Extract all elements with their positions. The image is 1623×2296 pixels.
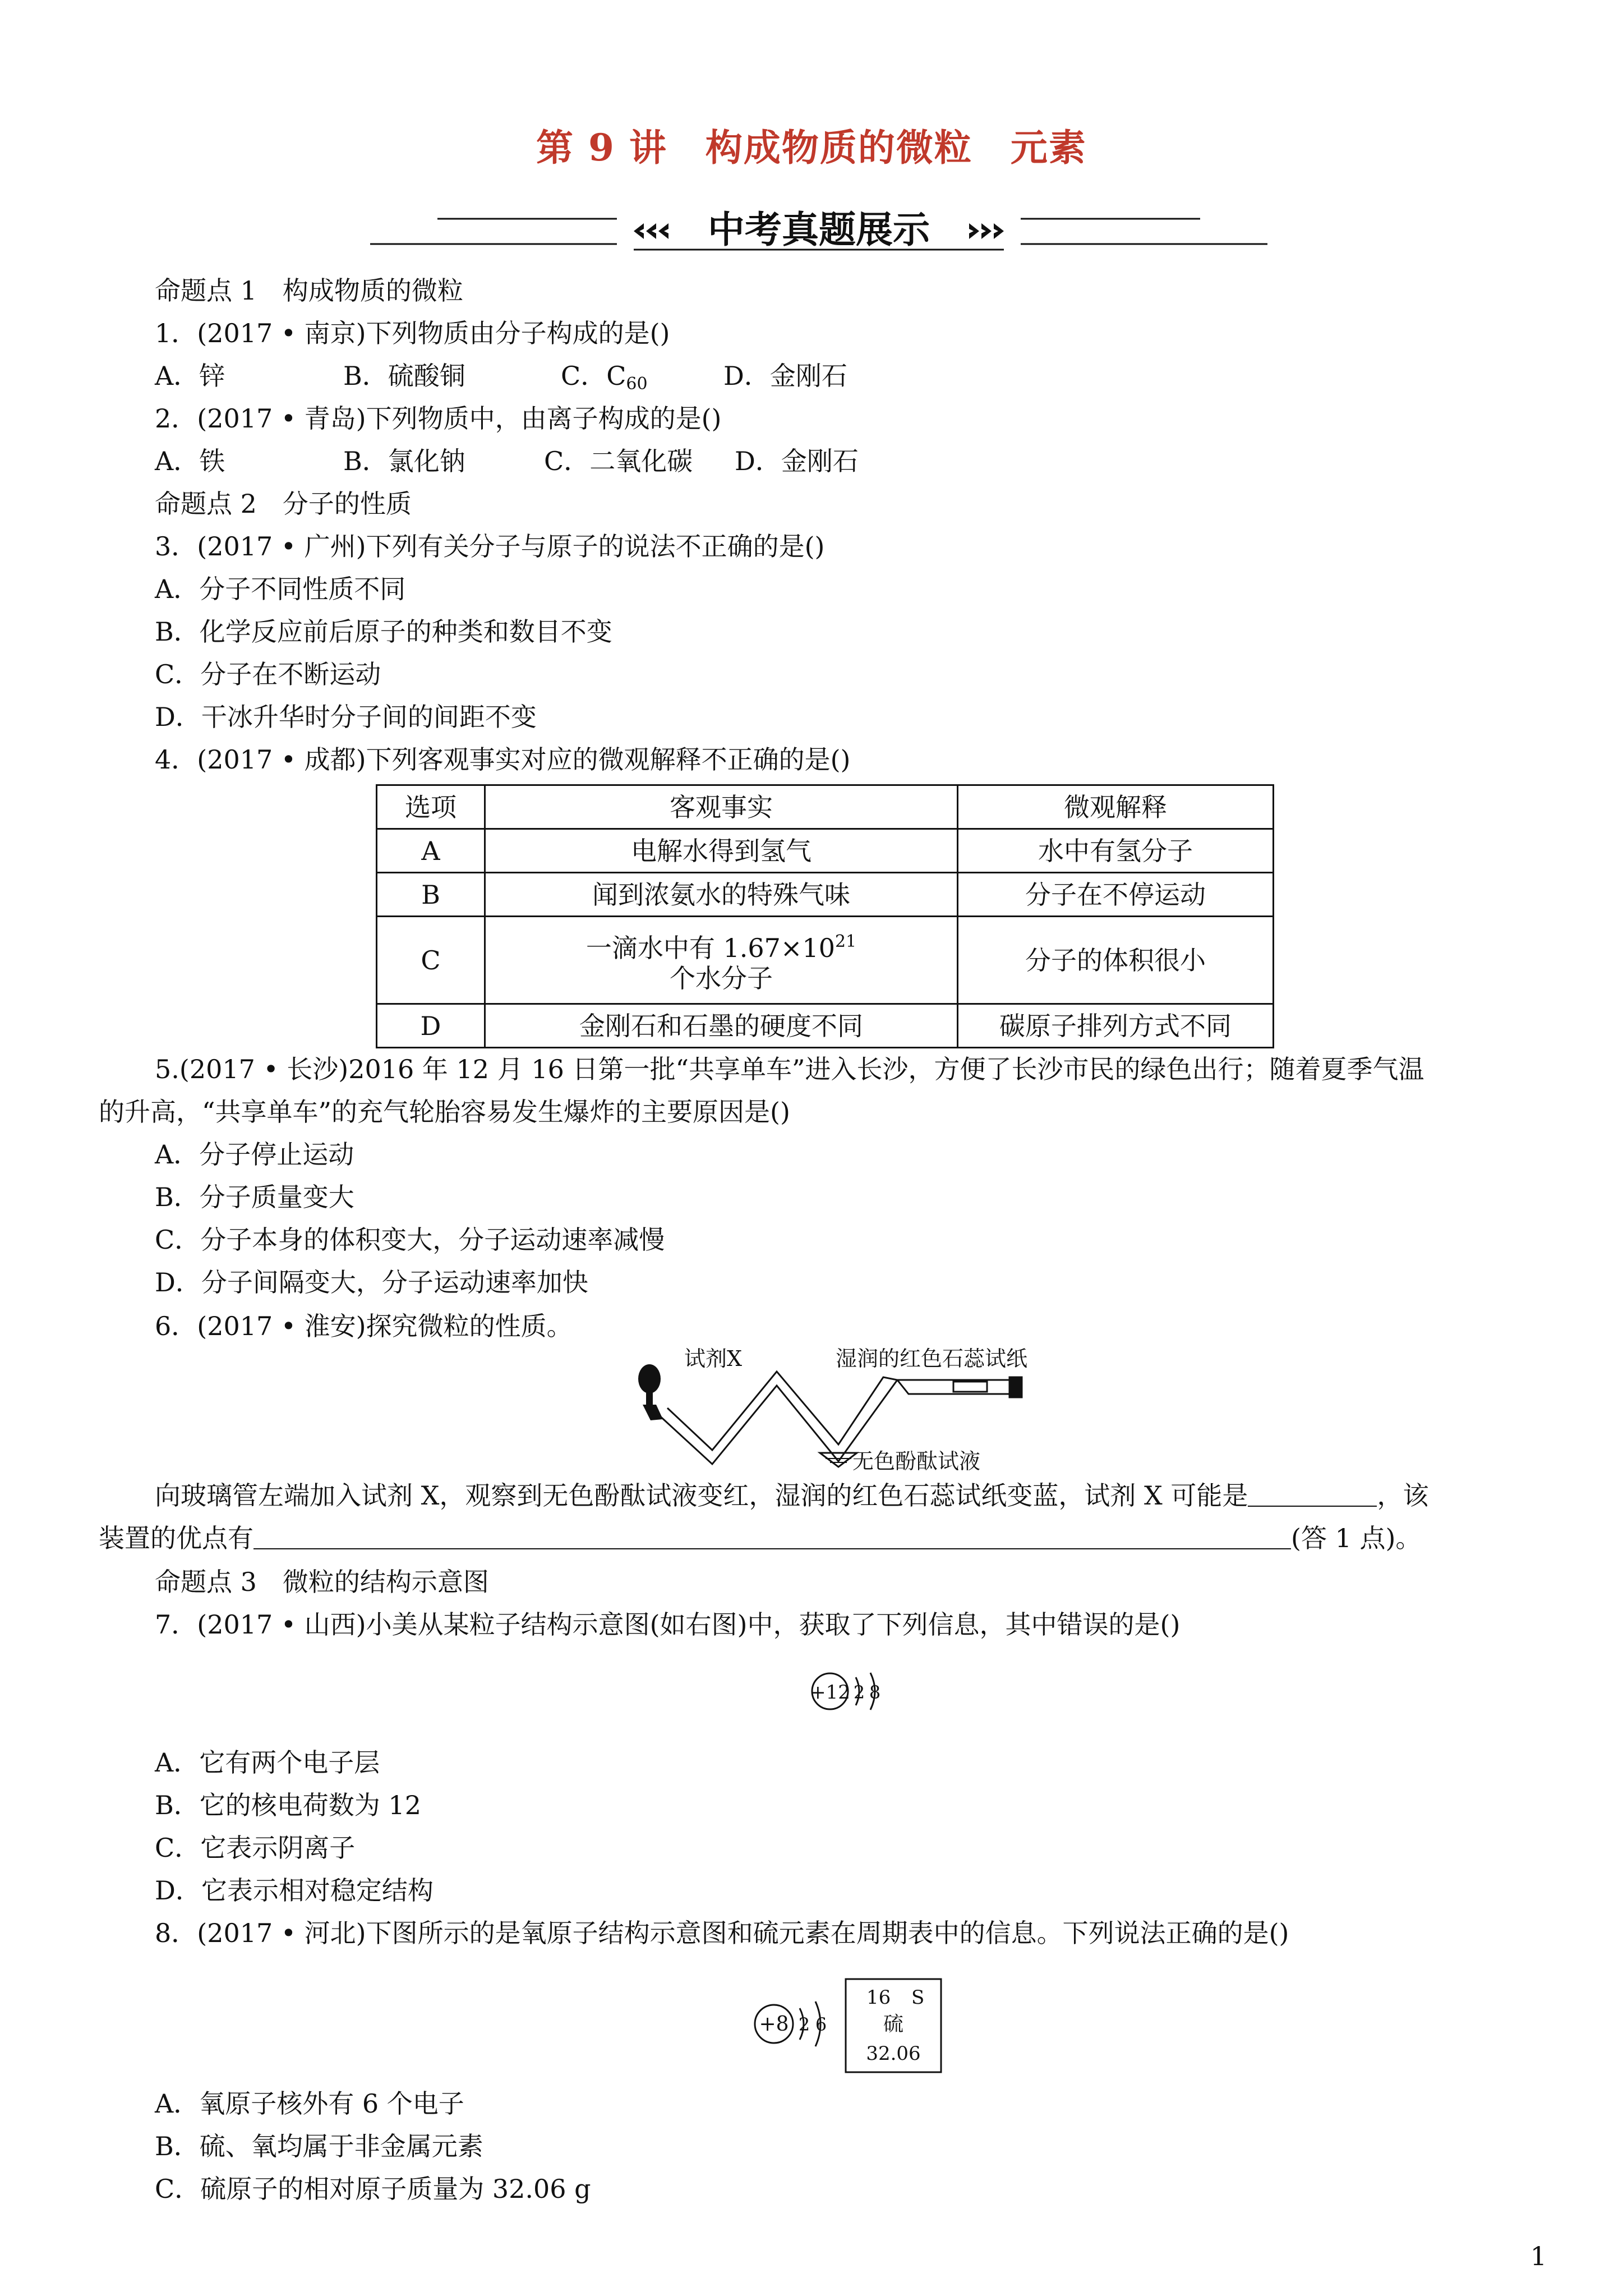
page-number: 1 [1530,2241,1547,2271]
table-header-cell: 微观解释 [958,785,1274,829]
table-cell: C [377,917,485,1004]
fig-label-phenol: 无色酚酞试液 [852,1449,981,1474]
banner-text: 中考真题展示 [708,208,930,251]
q3-option-d: D．干冰升华时分子间的间距不变 [155,702,537,732]
q2-option-d: D．金刚石 [735,446,859,476]
oxygen-atom-diagram [755,2001,827,2046]
table-cell: 碳原子排列方式不同 [958,1004,1274,1048]
q1-stem: 1．(2017 • 南京)下列物质由分子构成的是() [155,318,670,348]
q5-option-c: C．分子本身的体积变大，分子运动速率减慢 [155,1225,665,1255]
left-chevrons-icon [634,223,668,239]
q6-text-line-2: 装置的优点有 (答 1 点)。 [99,1523,1422,1553]
table-cell: 金刚石和石墨的硬度不同 [485,1004,958,1048]
table-cell: B [377,873,485,917]
q5-option-b: B．分子质量变大 [155,1182,354,1212]
q8-option-c: C．硫原子的相对原子质量为 32.06 g [155,2174,591,2204]
table-cell: 一滴水中有 $1.67\times 10^{21}$ 个水分子 [485,917,958,1004]
fig-label-litmus: 湿润的红色石蕊试纸 [836,1346,1028,1371]
q7-stem: 7．(2017 • 山西)小美从某粒子结构示意图(如右图)中，获取了下列信息，其中错误的是() [155,1609,1181,1640]
q8-nucleus-label: +8 [759,2013,789,2036]
table-cell: 水中有氢分子 [958,829,1274,873]
q1-option-c: C．$C_{60}$ [561,361,648,394]
q8-option-a: A．氧原子核外有 6 个电子 [155,2088,464,2119]
table-header-row [377,785,1274,829]
table-cell: 电解水得到氢气 [485,829,958,873]
table-header-cell: 选项 [377,785,485,829]
q1-option-d: D．金刚石 [723,361,847,391]
table-row [377,873,1274,917]
q7-option-d: D．它表示相对稳定结构 [155,1875,434,1906]
q2-stem: 2．(2017 • 青岛)下列物质中，由离子构成的是() [155,403,722,434]
q8-stem: 8．(2017 • 河北)下图所示的是氧原子结构示意图和硫元素在周期表中的信息。下列说法正确的是() [155,1918,1289,1948]
q3-stem: 3．(2017 • 广州)下列有关分子与原子的说法不正确的是() [155,531,825,562]
q1-option-b: B．硫酸铜 [343,361,465,391]
q2-option-c: C．二氧化碳 [544,446,693,476]
q7-option-b: B．它的核电荷数为 12 [155,1790,421,1820]
q6-stem: 6．(2017 • 淮安)探究微粒的性质。 [155,1311,573,1341]
table-cell: A [377,829,485,873]
q3-option-b: B．化学反应前后原子的种类和数目不变 [155,616,612,647]
el-number: 16 [866,1986,891,2009]
section-heading-3: 命题点 3 微粒的结构示意图 [155,1567,489,1597]
q7-option-a: A．它有两个电子层 [155,1747,380,1778]
q5-option-d: D．分子间隔变大，分子运动速率加快 [155,1267,588,1297]
q3-option-a: A．分子不同性质不同 [155,574,406,604]
table-header-cell: 客观事实 [485,785,958,829]
section-banner [370,196,1267,258]
q3-option-c: C．分子在不断运动 [155,659,381,689]
sulfur-element-card [846,1979,941,2072]
q5-option-a: A．分子停止运动 [155,1139,354,1170]
table-cell: 分子的体积很小 [958,917,1274,1004]
q8-electron-2: 6 [815,2014,827,2035]
table-cell: 闻到浓氨水的特殊气味 [485,873,958,917]
q6-blank-1 [1248,1483,1377,1507]
q7-electron-2: 8 [869,1682,881,1703]
q7-nucleus-label: +12 [810,1681,850,1704]
q8-option-b: B．硫、氧均属于非金属元素 [155,2131,483,2161]
q4-stem: 4．(2017 • 成都)下列客观事实对应的微观解释不正确的是() [155,744,851,775]
q5-stem-line-2: 的升高，“共享单车”的充气轮胎容易发生爆炸的主要原因是() [99,1097,790,1127]
q6-text-line-1: 向玻璃管左端加入试剂 X，观察到无色酚酞试液变红，湿润的红色石蕊试纸变蓝，试剂 X 可能是 ，该 [155,1480,1429,1511]
section-heading-1: 命题点 1 构成物质的微粒 [155,275,463,306]
table-cell: D [377,1004,485,1048]
q6-blank-2 [253,1526,1291,1549]
el-symbol: S [911,1986,925,2009]
table-row [377,829,1274,873]
q6-apparatus-figure [617,1346,1066,1475]
q7-option-c: C．它表示阴离子 [155,1833,356,1863]
q7-electron-1: 2 [853,1682,865,1703]
page-title: 第 9 讲 构成物质的微粒 元素 [536,126,1087,169]
dropper-icon [638,1364,663,1420]
right-chevrons-icon [969,223,1004,239]
section-heading-2: 命题点 2 分子的性质 [155,489,412,519]
q5-stem-line-1: 5.(2017 • 长沙)2016 年 12 月 16 日第一批“共享单车”进入长沙，方便了长沙市民的绿色出行；随着夏季气温 [155,1054,1424,1084]
table-row [377,917,1274,1004]
el-name: 硫 [883,2013,904,2036]
q2-option-b: B．氯化钠 [343,446,465,476]
q8-electron-1: 2 [798,2014,810,2035]
el-mass: 32.06 [866,2042,921,2065]
table-row [377,1004,1274,1048]
q8-figure [746,1975,959,2076]
q1-option-a: A．锌 [155,361,225,391]
q4-table [376,784,1274,1048]
q7-atom-diagram [808,1660,903,1722]
table-cell: 分子在不停运动 [958,873,1274,917]
q2-option-a: A．铁 [155,446,225,476]
fig-label-reagent: 试剂X [684,1346,743,1371]
